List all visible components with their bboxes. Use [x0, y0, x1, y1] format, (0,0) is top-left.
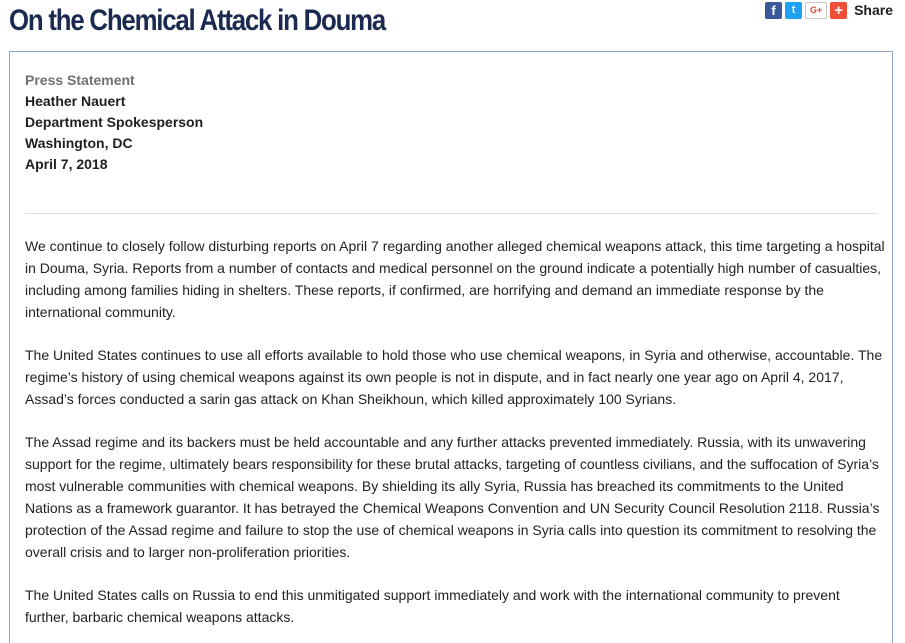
statement-meta	[25, 70, 203, 175]
statement-author: Heather Nauert	[25, 93, 126, 109]
google-plus-icon[interactable]: G+	[805, 2, 827, 19]
twitter-icon[interactable]: t	[785, 2, 802, 19]
share-bar	[765, 0, 893, 20]
page-title: On the Chemical Attack in Douma	[9, 4, 386, 37]
statement-kind: Press Statement	[25, 72, 135, 88]
paragraph: The Assad regime and its backers must be held accountable and any further attacks prevented immediately. Russia, with its unwavering support for the regime, ultimately bears responsibility for these brutal attacks, targeting of countless civilians, and the suffocation of Syria’s most vulnerable communities with chemical weapons. By shielding its ally Syria, Russia has breached its commitments to the United Nations as a framework guarantor. It has betrayed the Chemical Weapons Convention and UN Security Council Resolution 2118. Russia’s protection of the Assad regime and failure to stop the use of chemical weapons in Syria calls into question its commitment to resolving the overall crisis and to larger non-proliferation priorities.	[25, 434, 880, 560]
paragraph: The United States calls on Russia to end this unmitigated support immediately and work with the international community to prevent further, barbaric chemical weapons attacks.	[25, 587, 840, 625]
statement-location: Washington, DC	[25, 135, 133, 151]
facebook-icon[interactable]: f	[765, 2, 782, 19]
statement-date: April 7, 2018	[25, 156, 108, 172]
share-button[interactable]: Share	[854, 2, 893, 18]
paragraph: The United States continues to use all efforts available to hold those who use chemical weapons, in Syria and otherwise, accountable. The regime’s history of using chemical weapons against its own people is not in dispute, and in fact nearly one year ago on April 4, 2017, Assad’s forces conducted a sarin gas attack on Khan Sheikhoun, which killed approximately 100 Syrians.	[25, 347, 883, 407]
statement-role: Department Spokesperson	[25, 114, 204, 130]
plus-icon[interactable]: +	[830, 2, 847, 19]
divider	[25, 213, 878, 214]
paragraph: We continue to closely follow disturbing reports on April 7 regarding another alleged chemical weapons attack, this time targeting a hospital in Douma, Syria. Reports from a number of contacts and medical personnel on the ground indicate a potentially high number of casualties, including among families hiding in shelters. These reports, if confirmed, are horrifying and demand an immediate response by the international community.	[25, 238, 885, 320]
statement-card	[9, 51, 893, 643]
statement-body	[25, 235, 885, 643]
